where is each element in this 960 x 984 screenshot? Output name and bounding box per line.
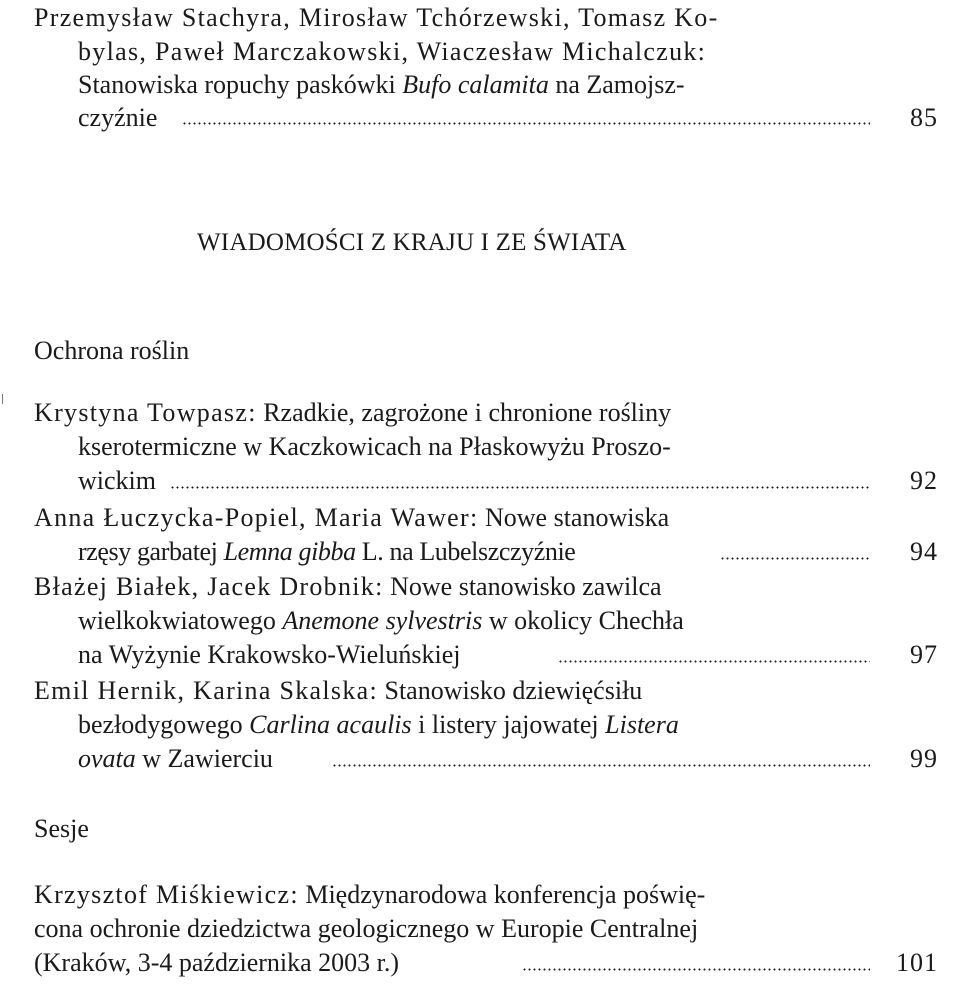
leader-dots [558,660,870,663]
page-number: 101 [896,948,938,977]
page-number: 97 [910,640,938,669]
entry-authors: Błażej Białek, Jacek Drobnik: [34,572,384,601]
species-name: Listera [605,710,679,739]
leader-dots [182,122,870,125]
entry-title-text: wielkokwiatowego [78,606,283,635]
entry-title-text: Stanowiska ropuchy paskówki [78,70,403,99]
entry-title-text: i listery jajowatej [411,710,606,739]
species-name: Anemone sylvestris [282,606,483,635]
section-heading: WIADOMOŚCI Z KRAJU I ZE ŚWIATA [197,229,627,256]
entry-title-line [78,70,685,100]
leader-dots [720,557,870,560]
entry-first-line [34,398,671,428]
species-name: ovata [78,744,136,773]
entry-title-line [78,606,684,636]
entry-title-end [78,744,273,774]
entry-title-line: cona ochronie dziedzictwa geologicznego w Europie Centralnej [34,914,699,943]
entry-authors-cont: bylas, Paweł Marczakowski, Wiaczesław Michalczuk: [78,37,707,66]
entry-title-text: rzęsy garbatej [78,537,224,566]
entry-authors: Krzysztof Miśkiewicz: [34,880,299,909]
entry-title-end: (Kraków, 3-4 października 2003 r.) [34,948,400,977]
margin-mark [2,394,7,404]
species-name: Carlina acaulis [249,710,412,739]
page-number: 85 [910,103,938,132]
entry-title-text: na Zamojsz- [548,70,685,99]
species-name: Lemna gibba [223,537,356,566]
entry-first-line [34,676,642,706]
entry-title-line: kserotermiczne w Kaczkowicach na Płaskowyżu Proszo- [78,432,671,461]
entry-title-text: Nowe stanowisko zawilca [383,572,662,601]
entry-title-line [78,710,679,740]
entry-authors: Krystyna Towpasz: [34,398,257,427]
entry-authors: Emil Hernik, Karina Skalska: [34,676,378,705]
leader-dots [522,968,870,971]
subsection-heading-sessions: Sesje [34,814,89,843]
entry-title-text: Rzadkie, zagrożone i chronione rośliny [256,398,672,427]
entry-title-text: Nowe stanowiska [478,503,670,532]
entry-title-end: na Wyżynie Krakowsko-Wieluńskiej [78,640,461,669]
species-name: Bufo calamita [402,70,549,99]
leader-dots [170,486,870,489]
entry-authors: Anna Łuczycka-Popiel, Maria Wawer: [34,503,479,532]
entry-title-end [78,537,575,567]
leader-dots [332,764,870,767]
page-number: 94 [910,537,938,566]
entry-title-end: wickim [78,466,156,495]
entry-first-line [34,572,662,602]
entry-title-end: czyźnie [78,103,158,132]
entry-first-line [34,880,705,910]
entry-title-text: w okolicy Chechła [482,606,684,635]
entry-title-text: Stanowisko dziewięćsiłu [378,676,643,705]
entry-authors: Przemysław Stachyra, Mirosław Tchórzewski, Tomasz Ko- [34,3,719,32]
page-number: 92 [910,466,938,495]
page-number: 99 [910,744,938,773]
entry-first-line [34,503,669,533]
entry-title-text: Międzynarodowa konferencja poświę- [298,880,706,909]
subsection-heading-plants: Ochrona roślin [34,336,190,365]
entry-title-text: L. na Lubelszczyźnie [355,537,576,566]
entry-title-text: bezłodygowego [78,710,250,739]
entry-title-text: w Zawierciu [135,744,273,773]
